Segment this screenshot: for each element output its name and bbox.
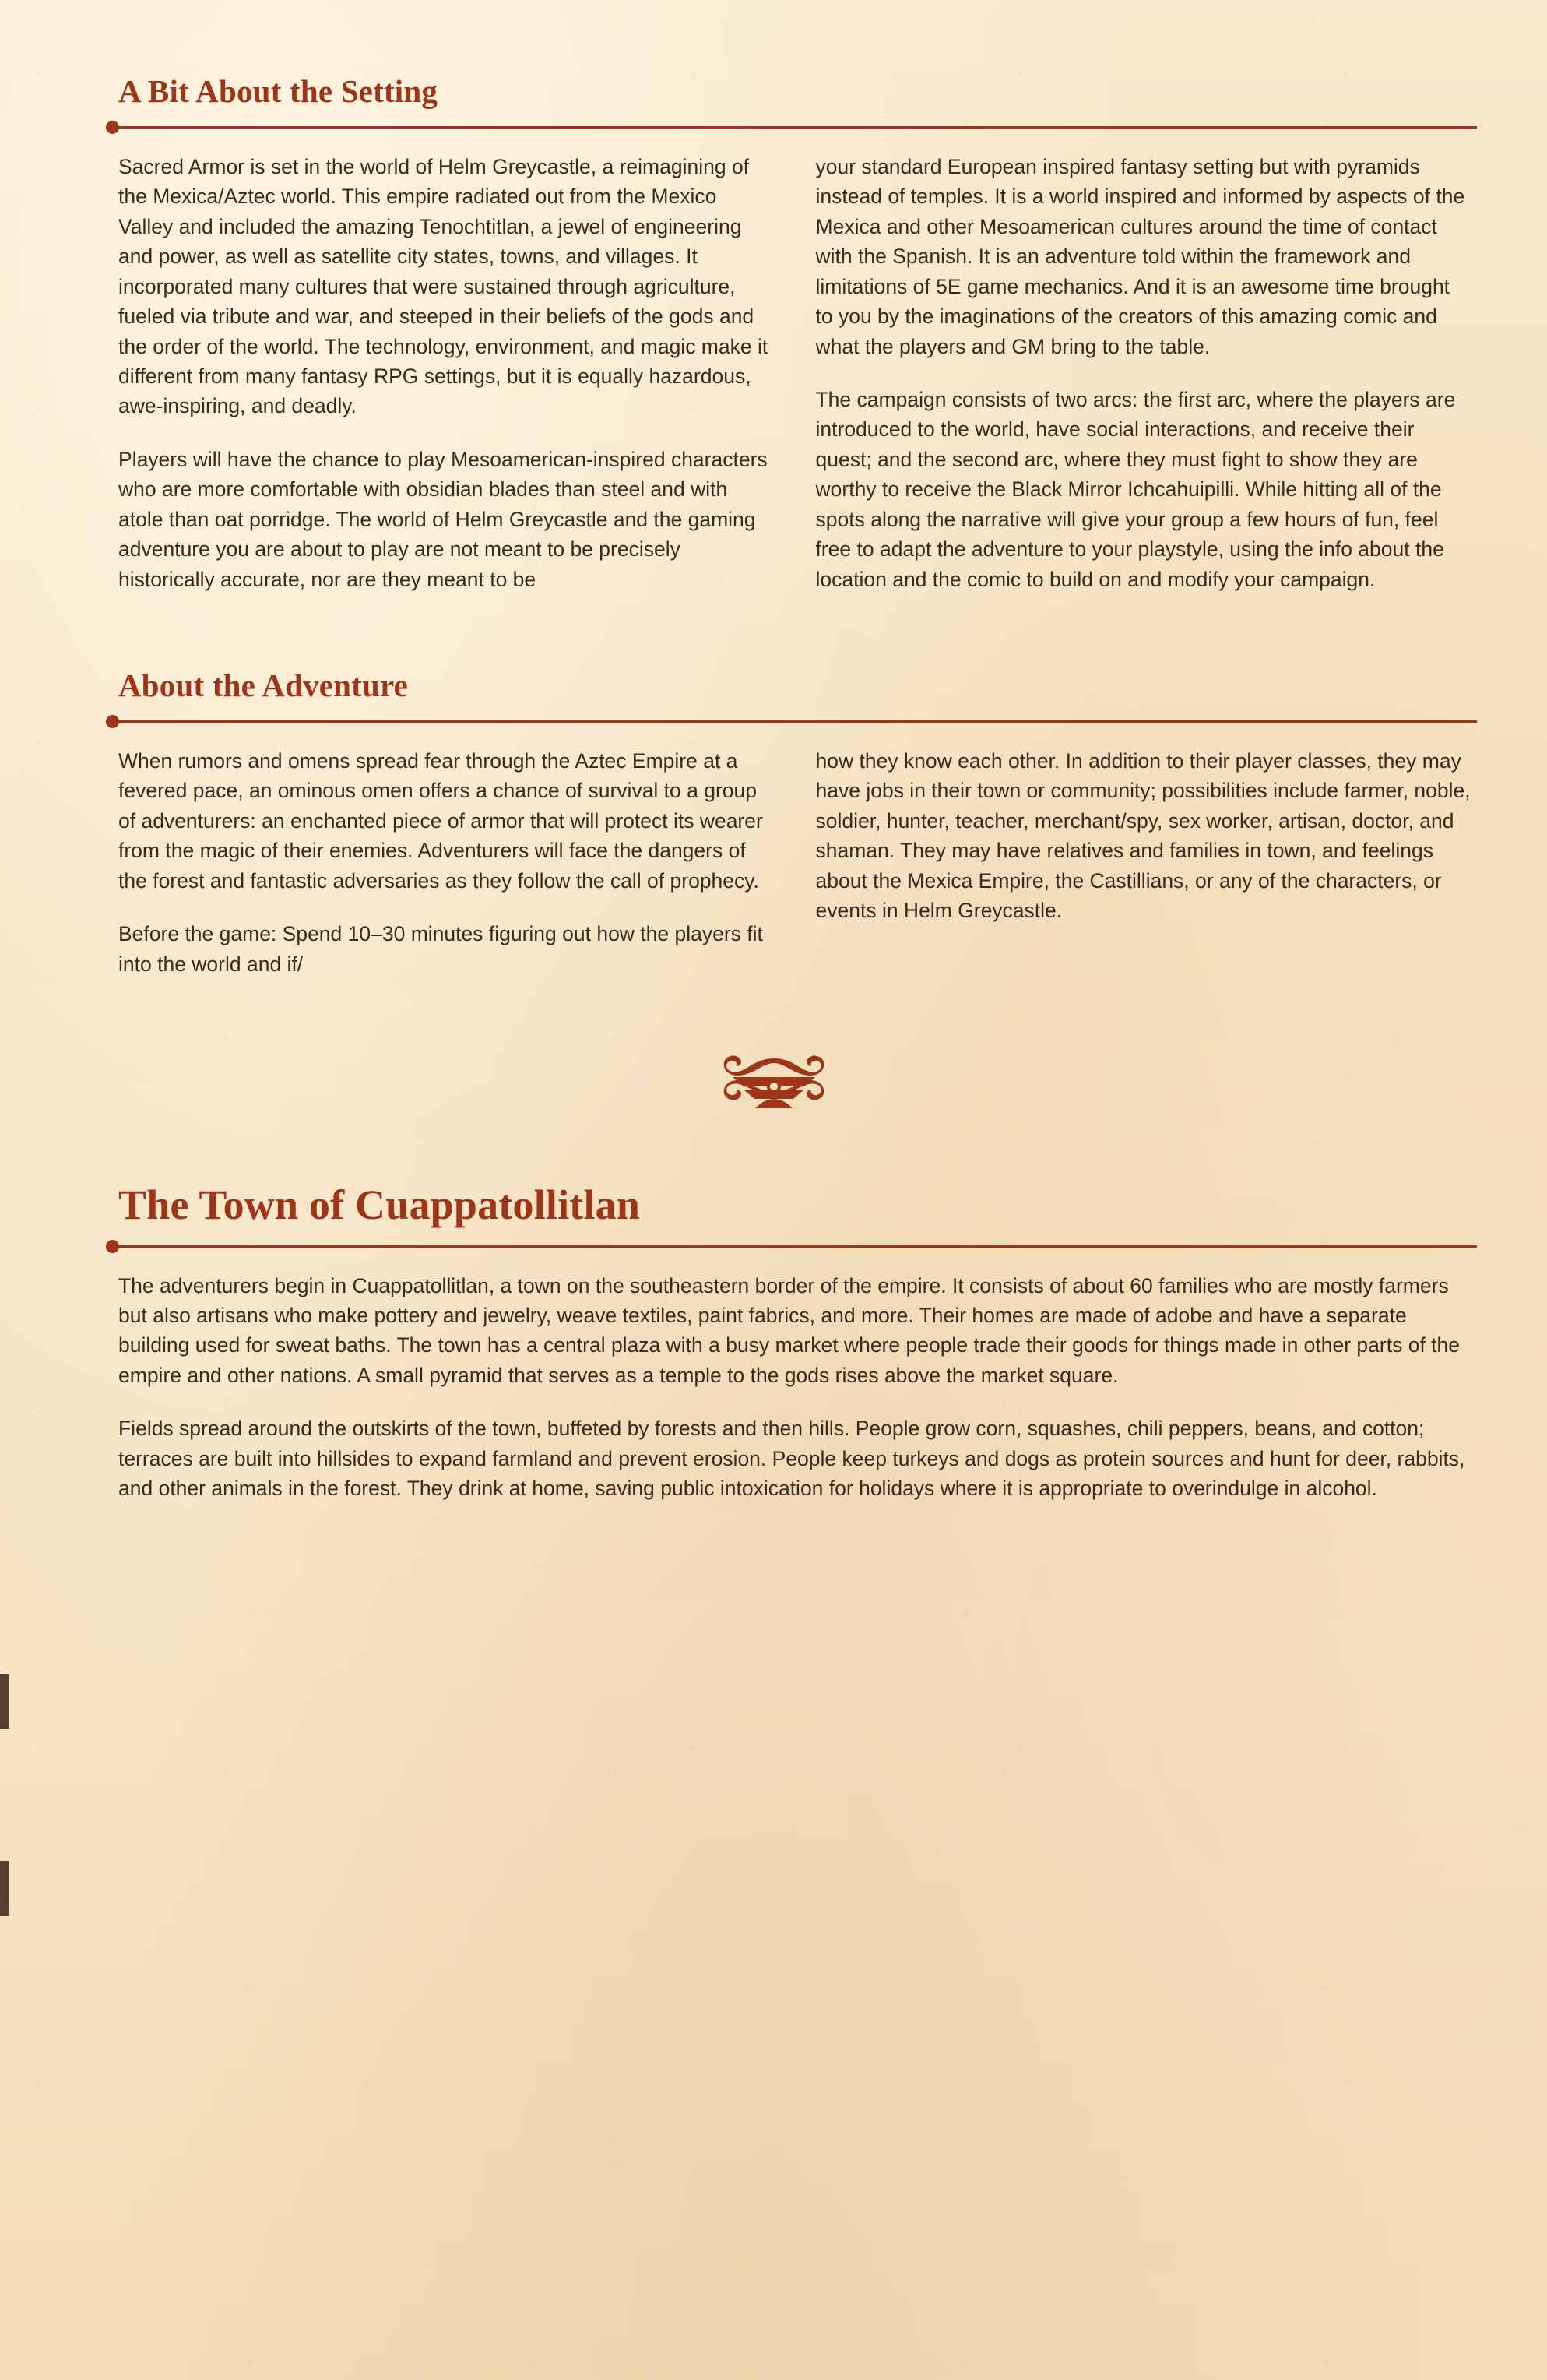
section-rule-adventure — [70, 712, 1477, 732]
page-edge-mark-lower — [0, 1861, 9, 1916]
paragraph: The campaign consists of two arcs: the first arc, where the players are introduced to the world, have social interactions, and receive their quest; and the second arc, where they must fight to show they are worthy to receive the Black Mirror Ichcahuipilli. While hitting all of the spots along the narrative will give your group a few hours of fun, feel free to adapt the adventure to your playstyle, using the info about the location and the comic to build on and modify your campaign. — [815, 388, 1456, 591]
rule-dot-icon — [106, 121, 119, 134]
paragraph: The adventurers begin in Cuappatollitlan, a town on the southeastern border of the empire. It consists of about 60 families who are mostly farmers but also artisans who make pottery and jewelry, weave textiles, paint fabrics, and more. Their homes are made of adobe and have a separate building used for sweat baths. The town has a central plaza with a busy market where people trade their goods for things made in other parts of the empire and other nations. A small pyramid that serves as a temple to the gods rises above the market square. — [118, 1273, 1461, 1387]
section-title-adventure: About the Adventure — [118, 667, 409, 703]
rule-dot-icon — [106, 715, 119, 728]
two-column-body-adventure — [70, 746, 1477, 979]
rule-line — [118, 126, 1477, 129]
bottom-spacer — [70, 1504, 1477, 1579]
column-left — [118, 746, 775, 979]
column-right — [816, 152, 1473, 594]
section-title-town: The Town of Cuappatollitlan — [118, 1181, 641, 1228]
full-width-body-town — [70, 1271, 1477, 1504]
rule-line — [118, 1245, 1477, 1248]
section-setting — [70, 75, 1477, 594]
section-spacer-1 — [70, 594, 1477, 669]
section-rule-setting — [70, 118, 1477, 138]
rule-line — [118, 720, 1477, 723]
paragraph: Players will have the chance to play Mesoamerican-inspired characters who are more comfortable with obsidian blades than steel and with atole than oat porridge. The world of Helm Greycastle and the gaming adventure you are about to play are not meant to be precisely historically accurate, nor are they meant to be — [118, 447, 768, 591]
two-column-body-setting — [70, 152, 1477, 594]
flourish-divider-ornament — [70, 1054, 1477, 1116]
section-town — [70, 1183, 1477, 1504]
section-title-setting: A Bit About the Setting — [118, 73, 438, 109]
paragraph: your standard European inspired fantasy setting but with pyramids instead of temples. It is a world inspired and informed by aspects of the Mexica and other Mesoamerican cultures around the time of contact with the Spanish. It is an adventure told within the framework and limitations of 5E game mechanics. And it is an awesome time brought to you by the imaginations of the creators of this amazing comic and what the players and GM bring to the table. — [815, 155, 1465, 358]
paragraph: Before the game: Spend 10–30 minutes figuring out how the players fit into the world and if/ — [118, 922, 763, 976]
section-rule-town — [70, 1237, 1477, 1257]
page-edge-mark-upper — [0, 1674, 9, 1729]
paragraph: Sacred Armor is set in the world of Helm Greycastle, a reimagining of the Mexica/Aztec world. This empire radiated out from the Mexico Valley and included the amazing Tenochtitlan, a jewel of engineering and power, as well as satellite city states, towns, and villages. It incorporated many cultures that were sustained through agriculture, fueled via tribute and war, and steeped in their beliefs of the gods and the order of the world. The technology, environment, and magic make it different from many fantasy RPG settings, but it is equally hazardous, awe-inspiring, and deadly. — [118, 155, 768, 418]
rule-dot-icon — [106, 1240, 119, 1253]
column-right — [816, 746, 1473, 979]
section-adventure — [70, 669, 1477, 979]
paragraph: Fields spread around the outskirts of the town, buffeted by forests and then hills. People grow corn, squashes, chili peppers, beans, and cotton; terraces are built into hillsides to expand farmland and prevent erosion. People keep turkeys and dogs as protein sources and hunt for deer, rabbits, and other animals in the forest. They drink at home, saving public intoxication for holidays where it is appropriate to overindulge in alcohol. — [118, 1417, 1465, 1501]
top-spacer — [70, 0, 1477, 75]
paragraph: how they know each other. In addition to their player classes, they may have jobs in their town or community; possibilities include farmer, noble, soldier, hunter, teacher, merchant/spy, sex worker, artisan, doctor, and shaman. They may have relatives and families in town, and feelings about the Mexica Empire, the Castillians, or any of the characters, or events in Helm Greycastle. — [815, 749, 1471, 923]
paragraph: When rumors and omens spread fear through the Aztec Empire at a fevered pace, an ominous omen offers a chance of survival to a group of adventurers: an enchanted piece of armor that will protect its wearer from the magic of their enemies. Adventurers will face the dangers of the forest and fantastic adversaries as they follow the call of prophecy. — [118, 749, 763, 892]
column-left — [118, 152, 775, 594]
